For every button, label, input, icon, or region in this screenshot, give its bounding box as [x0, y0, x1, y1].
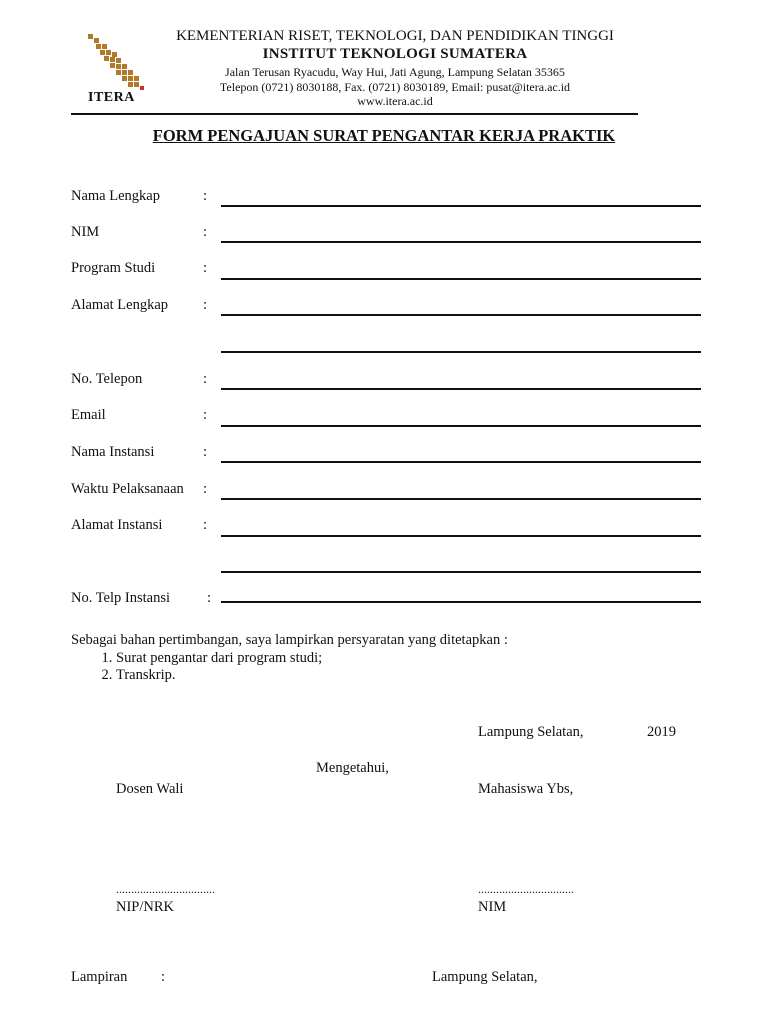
field-label-email: Email — [71, 407, 106, 423]
footer-place: Lampung Selatan, — [432, 969, 538, 985]
field-label-nama-instansi: Nama Instansi — [71, 444, 155, 460]
field-label-alamat-instansi: Alamat Instansi — [71, 517, 163, 533]
institute-website: www.itera.ac.id — [357, 94, 433, 108]
nama-lengkap-line[interactable] — [221, 205, 701, 207]
field-colon: : — [203, 297, 208, 313]
alamat-lengkap-line-2[interactable] — [221, 351, 701, 353]
field-colon: : — [203, 407, 208, 423]
field-colon: : — [203, 371, 208, 387]
nama-instansi-line[interactable] — [221, 461, 701, 463]
attachment-label: Lampiran — [71, 969, 128, 985]
advisor-signature-line: ................................. — [116, 882, 215, 896]
requirements-intro: Sebagai bahan pertimbangan, saya lampirkan persyaratan yang ditetapkan : — [71, 632, 508, 648]
no-telepon-line[interactable] — [221, 388, 701, 390]
field-colon: : — [203, 481, 208, 497]
email-line[interactable] — [221, 425, 701, 427]
field-label-no-telp-instansi: No. Telp Instansi — [71, 590, 171, 606]
waktu-pelaksanaan-line[interactable] — [221, 498, 701, 500]
field-label-no-telepon: No. Telepon — [71, 371, 143, 387]
student-signature-line: ................................ — [478, 882, 574, 896]
institute-name: INSTITUT TEKNOLOGI SUMATERA — [262, 46, 528, 62]
alamat-lengkap-line[interactable] — [221, 314, 701, 316]
requirement-item: 2. Transkrip. — [116, 667, 322, 684]
logo-text: ITERA — [88, 90, 135, 105]
field-colon: : — [203, 517, 208, 533]
field-label-nim: NIM — [71, 224, 100, 240]
alamat-instansi-line-2[interactable] — [221, 571, 701, 573]
program-studi-line[interactable] — [221, 278, 701, 280]
advisor-id-label: NIP/NRK — [116, 899, 175, 915]
acknowledge-label: Mengetahui, — [316, 760, 389, 776]
header-divider — [71, 113, 638, 115]
field-colon: : — [203, 444, 208, 460]
no-telp-instansi-line[interactable] — [221, 601, 701, 603]
nim-line[interactable] — [221, 241, 701, 243]
field-colon: : — [203, 224, 208, 240]
signature-year: 2019 — [647, 724, 676, 740]
student-label: Mahasiswa Ybs, — [478, 781, 574, 797]
field-colon: : — [203, 188, 208, 204]
field-label-waktu-pelaksanaan: Waktu Pelaksanaan — [71, 481, 184, 497]
advisor-label: Dosen Wali — [116, 781, 184, 797]
form-title: FORM PENGAJUAN SURAT PENGANTAR KERJA PRAKTIK — [152, 126, 616, 145]
field-label-nama-lengkap: Nama Lengkap — [71, 188, 160, 204]
field-label-alamat-lengkap: Alamat Lengkap — [71, 297, 169, 313]
institute-address: Jalan Terusan Ryacudu, Way Hui, Jati Agung, Lampung Selatan 35365 — [225, 65, 565, 79]
institute-contact: Telepon (0721) 8030188, Fax. (0721) 8030189, Email: pusat@itera.ac.id — [219, 80, 571, 94]
signature-place: Lampung Selatan, — [478, 724, 584, 740]
requirements-list — [96, 650, 322, 684]
field-colon: : — [207, 590, 212, 606]
field-colon: : — [203, 260, 208, 276]
field-label-program-studi: Program Studi — [71, 260, 156, 276]
requirement-item: 1. Surat pengantar dari program studi; — [116, 650, 322, 667]
alamat-instansi-line[interactable] — [221, 535, 701, 537]
student-id-label: NIM — [478, 899, 507, 915]
ministry-name: KEMENTERIAN RISET, TEKNOLOGI, DAN PENDIDIKAN TINGGI — [176, 28, 614, 44]
attachment-colon: : — [161, 969, 166, 985]
